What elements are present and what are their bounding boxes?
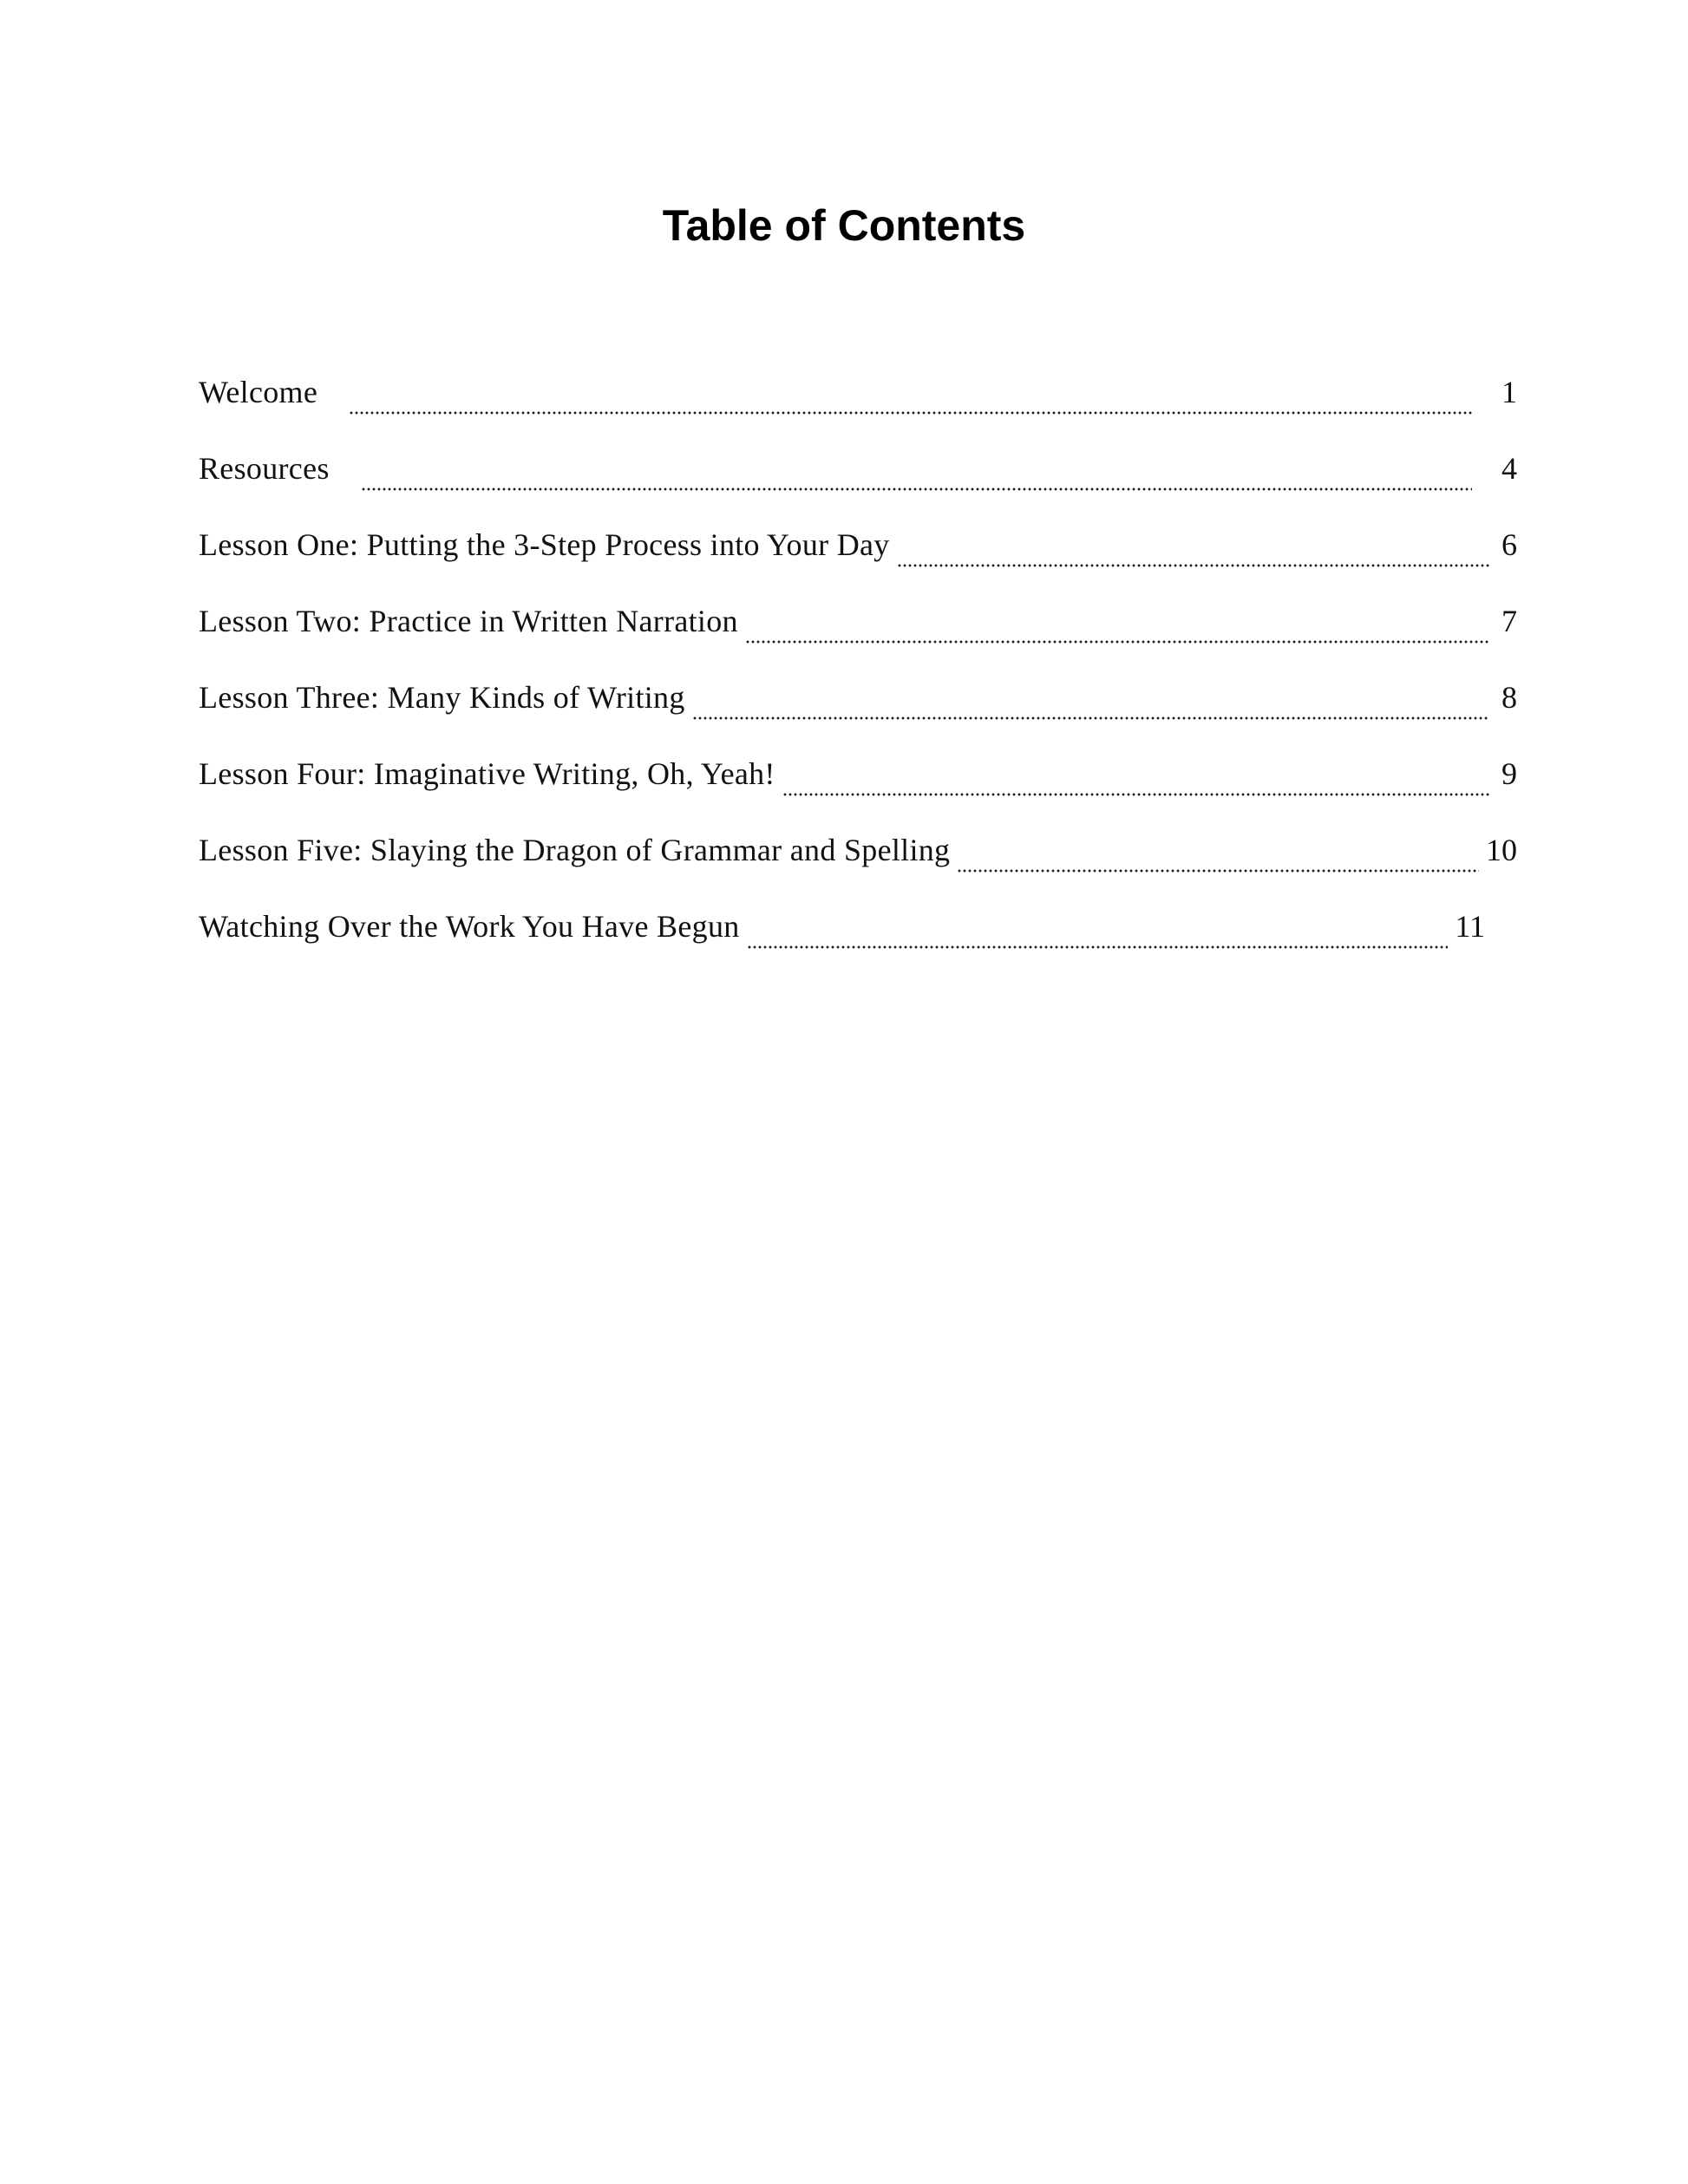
toc-entry-lesson-four[interactable] (199, 746, 1517, 822)
toc-dot-leader (747, 945, 1449, 949)
toc-entry-page: 7 (1502, 604, 1517, 638)
toc-dot-leader (897, 564, 1489, 567)
toc-entry-title: Lesson Five: Slaying the Dragon of Grammar and Spelling (199, 833, 951, 867)
toc-dot-leader (349, 411, 1472, 415)
toc-entry-page: 6 (1502, 527, 1517, 562)
toc-entry-page: 9 (1502, 756, 1517, 791)
toc-entry-title: Watching Over the Work You Have Begun (199, 909, 740, 944)
toc-entry-title: Lesson Four: Imaginative Writing, Oh, Yeah! (199, 756, 775, 791)
toc-dot-leader (692, 716, 1489, 720)
toc-entry-page: 10 (1486, 833, 1517, 867)
toc-entry-title: Welcome (199, 375, 318, 409)
toc-dot-leader (745, 640, 1489, 644)
toc-entry-lesson-one[interactable] (199, 517, 1517, 593)
toc-entry-lesson-three[interactable] (199, 670, 1517, 746)
toc-entry-watching-over[interactable] (199, 899, 1485, 975)
toc-entry-page: 4 (1502, 451, 1517, 486)
toc-entry-page: 8 (1502, 680, 1517, 715)
toc-entry-lesson-two[interactable] (199, 593, 1517, 670)
toc-entry-resources[interactable] (199, 441, 1517, 517)
toc-dot-leader (957, 869, 1479, 873)
toc-entry-welcome[interactable] (199, 364, 1517, 441)
toc-entry-title: Lesson Three: Many Kinds of Writing (199, 680, 685, 715)
toc-entry-title: Lesson One: Putting the 3-Step Process into Your Day (199, 527, 890, 562)
toc-dot-leader (361, 487, 1472, 491)
toc-entry-title: Resources (199, 451, 330, 486)
page-title: Table of Contents (662, 201, 1026, 250)
toc-list (199, 364, 1517, 975)
toc-entry-page: 1 (1502, 375, 1517, 409)
toc-entry-page: 11 (1455, 909, 1485, 944)
toc-dot-leader (782, 793, 1489, 796)
toc-entry-title: Lesson Two: Practice in Written Narration (199, 604, 738, 638)
toc-entry-lesson-five[interactable] (199, 822, 1517, 899)
